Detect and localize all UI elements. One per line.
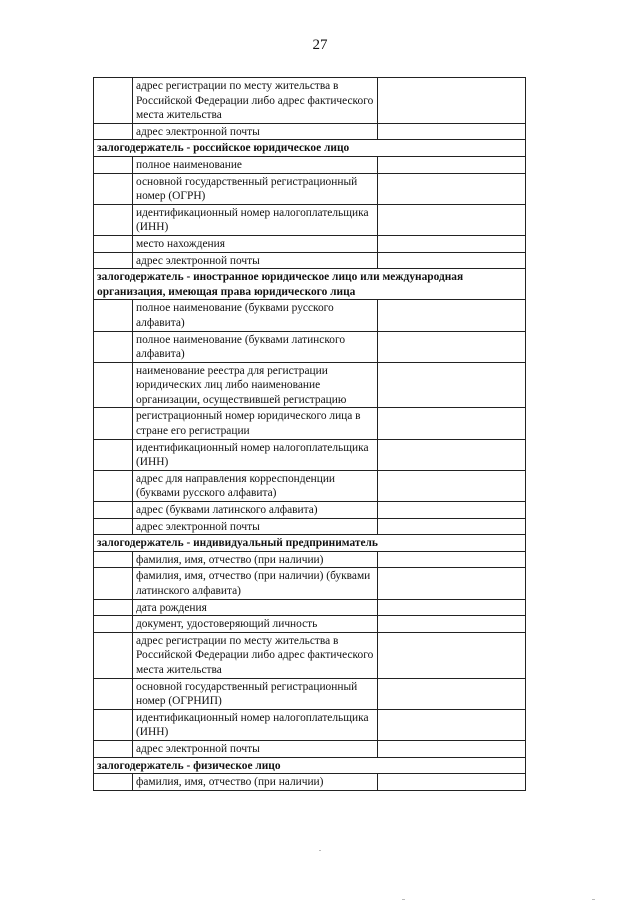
field-label: фамилия, имя, отчество (при наличии) (133, 551, 378, 568)
scan-speck (402, 899, 405, 900)
field-label: основной государственный регистрационный номер (ОГРНИП) (133, 678, 378, 709)
index-cell (94, 616, 133, 633)
section-header-row (94, 757, 526, 774)
field-value-cell[interactable] (378, 78, 526, 124)
field-label: документ, удостоверяющий личность (133, 616, 378, 633)
section-header-row (94, 535, 526, 552)
section-header-row (94, 269, 526, 300)
section-header: залогодержатель - физическое лицо (94, 757, 526, 774)
table-row (94, 678, 526, 709)
scan-speck (319, 850, 321, 851)
table-row (94, 502, 526, 519)
table-row (94, 362, 526, 408)
section-header-row (94, 140, 526, 157)
field-label: полное наименование (буквами латинского алфавита) (133, 331, 378, 362)
table-row (94, 599, 526, 616)
field-label: адрес электронной почты (133, 123, 378, 140)
field-value-cell[interactable] (378, 502, 526, 519)
table-row (94, 156, 526, 173)
table-row (94, 518, 526, 535)
form-table-body (94, 78, 526, 791)
field-label: дата рождения (133, 599, 378, 616)
index-cell (94, 123, 133, 140)
index-cell (94, 78, 133, 124)
field-label: идентификационный номер налогоплательщика (ИНН) (133, 709, 378, 740)
index-cell (94, 331, 133, 362)
table-row (94, 331, 526, 362)
field-label: наименование реестра для регистрации юридических лиц либо наименование организации, осуществившей регистрацию (133, 362, 378, 408)
index-cell (94, 156, 133, 173)
field-value-cell[interactable] (378, 568, 526, 599)
field-label: адрес (буквами латинского алфавита) (133, 502, 378, 519)
table-row (94, 774, 526, 791)
field-label: полное наименование (буквами русского алфавита) (133, 300, 378, 331)
field-value-cell[interactable] (378, 632, 526, 678)
index-cell (94, 568, 133, 599)
table-row (94, 470, 526, 501)
field-label: адрес электронной почты (133, 252, 378, 269)
field-label: адрес регистрации по месту жительства в Российской Федерации либо адрес фактического места жительства (133, 78, 378, 124)
field-value-cell[interactable] (378, 599, 526, 616)
field-label: полное наименование (133, 156, 378, 173)
page-number: 27 (312, 37, 328, 53)
scan-speck (592, 899, 595, 900)
table-row (94, 123, 526, 140)
field-value-cell[interactable] (378, 235, 526, 252)
field-value-cell[interactable] (378, 551, 526, 568)
index-cell (94, 632, 133, 678)
field-label: адрес электронной почты (133, 740, 378, 757)
field-value-cell[interactable] (378, 408, 526, 439)
field-value-cell[interactable] (378, 470, 526, 501)
section-header: залогодержатель - российское юридическое лицо (94, 140, 526, 157)
field-label: идентификационный номер налогоплательщика (ИНН) (133, 439, 378, 470)
field-label: адрес регистрации по месту жительства в Российской Федерации либо адрес фактического места жительства (133, 632, 378, 678)
field-label: место нахождения (133, 235, 378, 252)
table-row (94, 300, 526, 331)
table-row (94, 439, 526, 470)
field-value-cell[interactable] (378, 252, 526, 269)
form-table (93, 77, 526, 791)
field-label: фамилия, имя, отчество (при наличии) (133, 774, 378, 791)
index-cell (94, 439, 133, 470)
table-row (94, 709, 526, 740)
field-label: основной государственный регистрационный номер (ОГРН) (133, 173, 378, 204)
field-value-cell[interactable] (378, 774, 526, 791)
table-row (94, 204, 526, 235)
field-value-cell[interactable] (378, 173, 526, 204)
index-cell (94, 551, 133, 568)
table-row (94, 235, 526, 252)
field-value-cell[interactable] (378, 156, 526, 173)
index-cell (94, 678, 133, 709)
field-value-cell[interactable] (378, 740, 526, 757)
index-cell (94, 502, 133, 519)
table-row (94, 173, 526, 204)
field-value-cell[interactable] (378, 204, 526, 235)
index-cell (94, 470, 133, 501)
table-row (94, 616, 526, 633)
index-cell (94, 740, 133, 757)
table-row (94, 78, 526, 124)
field-label: регистрационный номер юридического лица в стране его регистрации (133, 408, 378, 439)
table-row (94, 408, 526, 439)
field-label: фамилия, имя, отчество (при наличии) (буквами латинского алфавита) (133, 568, 378, 599)
index-cell (94, 173, 133, 204)
field-label: идентификационный номер налогоплательщика (ИНН) (133, 204, 378, 235)
field-value-cell[interactable] (378, 439, 526, 470)
table-row (94, 252, 526, 269)
index-cell (94, 204, 133, 235)
index-cell (94, 408, 133, 439)
field-label: адрес электронной почты (133, 518, 378, 535)
index-cell (94, 252, 133, 269)
section-header: залогодержатель - индивидуальный предприниматель (94, 535, 526, 552)
table-row (94, 551, 526, 568)
section-header: залогодержатель - иностранное юридическое лицо или международная организация, имеющая права юридического лица (94, 269, 526, 300)
field-value-cell[interactable] (378, 331, 526, 362)
field-value-cell[interactable] (378, 616, 526, 633)
field-label: адрес для направления корреспонденции (буквами русского алфавита) (133, 470, 378, 501)
index-cell (94, 300, 133, 331)
field-value-cell[interactable] (378, 362, 526, 408)
field-value-cell[interactable] (378, 678, 526, 709)
field-value-cell[interactable] (378, 123, 526, 140)
index-cell (94, 518, 133, 535)
field-value-cell[interactable] (378, 300, 526, 331)
index-cell (94, 709, 133, 740)
table-row (94, 740, 526, 757)
index-cell (94, 599, 133, 616)
table-row (94, 568, 526, 599)
table-row (94, 632, 526, 678)
index-cell (94, 774, 133, 791)
index-cell (94, 235, 133, 252)
field-value-cell[interactable] (378, 518, 526, 535)
index-cell (94, 362, 133, 408)
field-value-cell[interactable] (378, 709, 526, 740)
